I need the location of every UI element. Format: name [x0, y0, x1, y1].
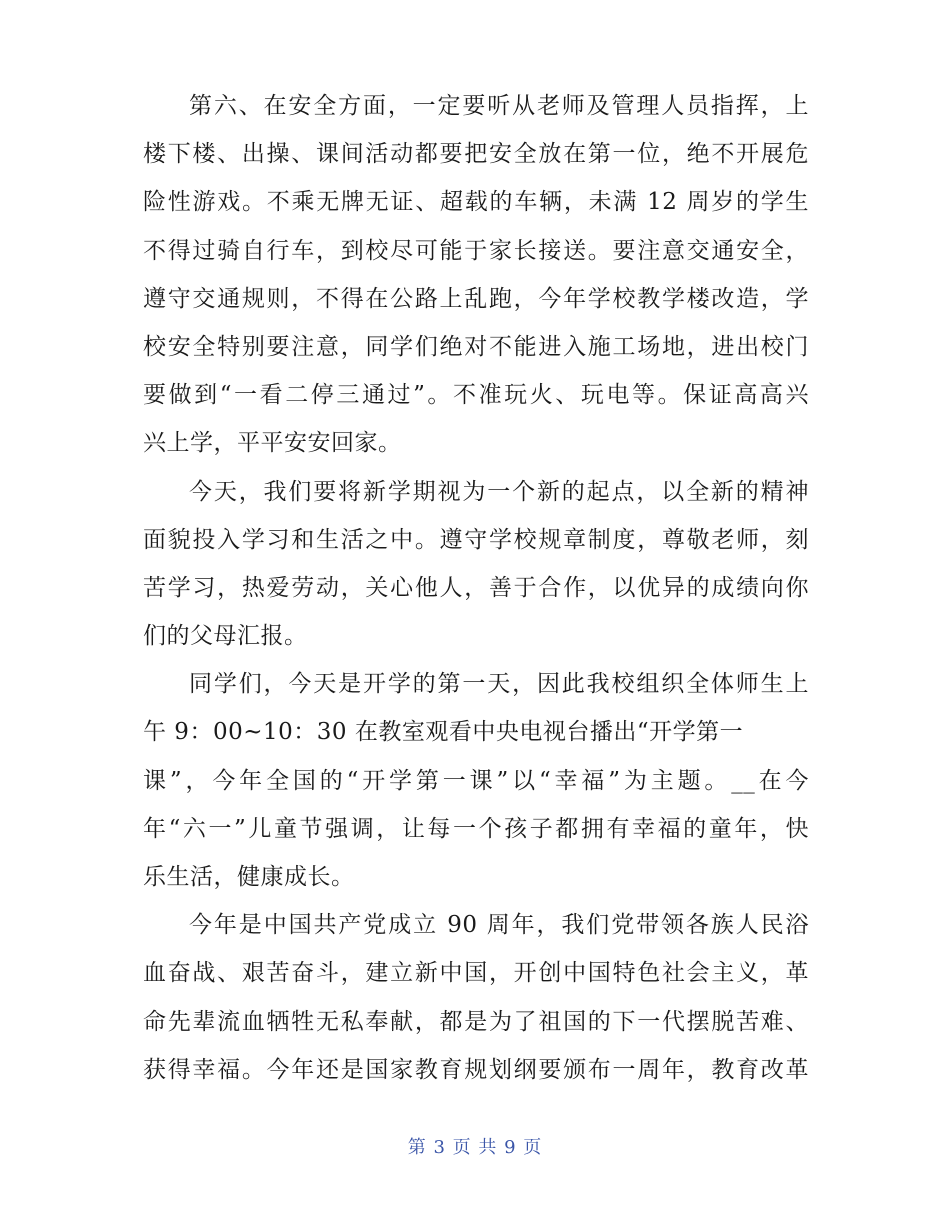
document-body	[143, 82, 809, 1094]
text-line: 命先辈流血牺牲无私奉献，都是为了祖国的下一代摆脱苦难、	[143, 1008, 809, 1035]
text-line: 今天，我们要将新学期视为一个新的起点，以全新的精神	[189, 478, 809, 505]
text-line: 兴上学，平平安安回家。	[143, 430, 402, 457]
text-line: 险性游戏。不乘无牌无证、超载的车辆，未满 12 周岁的学生	[143, 189, 809, 216]
text-line: 楼下楼、出操、课间活动都要把安全放在第一位，绝不开展危	[143, 141, 809, 168]
text-line: 同学们，今天是开学的第一天，因此我校组织全体师生上	[189, 671, 809, 698]
text-line: 午 9：00~10：30 在教室观看中央电视台播出“开学第一	[143, 719, 744, 746]
text-line: 第六、在安全方面，一定要听从老师及管理人员指挥，上	[189, 93, 809, 119]
text-line: 获得幸福。今年还是国家教育规划纲要颁布一周年，教育改革	[143, 1056, 809, 1083]
text-line: 遵守交通规则，不得在公路上乱跑，今年学校教学楼改造，学	[143, 285, 809, 312]
paragraph	[143, 468, 809, 661]
text-line: 不得过骑自行车，到校尽可能于家长接送。要注意交通安全，	[143, 237, 809, 264]
text-line: 年“六一”儿童节强调，让每一个孩子都拥有幸福的童年，快	[143, 815, 809, 842]
paragraph	[143, 901, 809, 1094]
page-number-footer: 第 3 页 共 9 页	[407, 1137, 543, 1158]
text-line: 面貌投入学习和生活之中。遵守学校规章制度，尊敬老师，刻	[143, 526, 809, 553]
text-line: 课”，今年全国的“开学第一课”以“幸福”为主题。__在今	[143, 767, 809, 794]
paragraph	[143, 660, 809, 901]
text-line: 校安全特别要注意，同学们绝对不能进入施工场地，进出校门	[143, 333, 809, 360]
paragraph	[143, 82, 809, 468]
text-line: 们的父母汇报。	[143, 623, 308, 650]
text-line: 今年是中国共产党成立 90 周年，我们党带领各族人民浴	[189, 912, 809, 939]
text-line: 苦学习，热爱劳动，关心他人，善于合作，以优异的成绩向你	[143, 574, 809, 601]
text-line: 乐生活，健康成长。	[143, 864, 355, 890]
text-line: 要做到“一看二停三通过”。不准玩火、玩电等。保证高高兴	[143, 382, 809, 409]
text-line: 血奋战、艰苦奋斗，建立新中国，开创中国特色社会主义，革	[143, 960, 809, 987]
